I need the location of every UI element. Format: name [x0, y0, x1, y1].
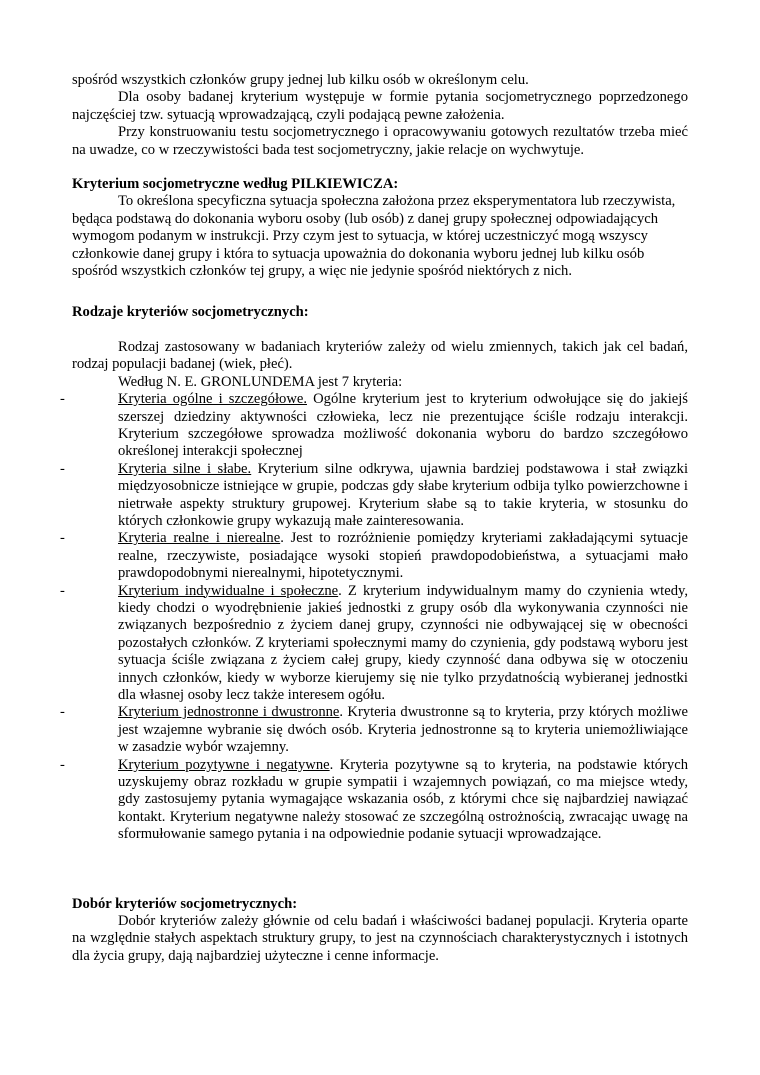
intro-continuation: spośród wszystkich członków grupy jednej lub kilku osób w określonym celu. — [72, 72, 529, 88]
pilkiewicz-heading: Kryterium socjometryczne według PILKIEWICZA: — [72, 176, 399, 193]
list-bullet: - — [60, 460, 65, 477]
criterion-description: Kryterium silne odkrywa, ujawnia bardziej podstawowa i stał związki międzyosobnicze istniejące w grupie, podczas gdy słabe kryterium odbija tylko powierzchowne i nietrwałe aspekty struktury grupowej. Kryterium słabe są to takie kryteria, w stosunku do których członkowie grupy wykazują małe zainteresowania. — [118, 460, 689, 529]
intro-paragraph-1: Dla osoby badanej kryterium występuje w formie pytania socjometrycznego poprzedzonego najczęściej tzw. sytuacją wprowadzającą, czyli podającą pewne założenia. — [72, 89, 688, 123]
criterion-description: . Kryteria pozytywne są to kryteria, na podstawie których uzyskujemy obraz rozkładu w grupie sympatii i wzajemnych powiązań, co ma miejsce wtedy, gdy zastosujemy pytania wymagające wskazania osób, z którymi chce się najbardziej nawiązać kontakt. Kryterium negatywne należy stosować ze szczególną ostrożnością, zwracając uwagę na sformułowanie samego pytania i na odpowiednie podanie sytuacji wprowadzające. — [118, 756, 688, 843]
criterion-description: . Z kryterium indywidualnym mamy do czynienia wtedy, kiedy chodzi o wyodrębnienie jakieś jednostki z grupy osób dla wykonywania czynności nie związanych bezpośrednio z życiem danej grupy, czynności nie odbywającej się w obecności pozostałych członków. Z kryteriami społecznymi mamy do czynienia, gdy podstawą wyboru jest sytuacja ściśle związana z życiem całej grupy, kiedy czynność dana odbywa się w otoczeniu innych członków, kiedy w wyborze kierujemy się nie tylko przydatnością wybieranej jednostki dla własnej osoby lecz także interesem ogółu. — [118, 582, 688, 703]
list-item — [60, 582, 688, 705]
intro-paragraph-2: Przy konstruowaniu testu socjometrycznego i opracowywaniu gotowych rezultatów trzeba mieć na uwadze, co w rzeczywistości bada test socjometryczny, jakie relacje on wychwytuje. — [72, 124, 688, 158]
list-item — [60, 391, 688, 461]
rodzaje-paragraph-1: Rodzaj zastosowany w badaniach kryteriów zależy od wielu zmiennych, takich jak cel badań, rodzaj populacji badanej (wiek, płeć). — [72, 338, 688, 373]
criterion-description: . Kryteria dwustronne są to kryteria, przy których możliwe jest wzajemne wybranie się dwóch osób. Kryteria jednostronne są to kryteria uniemożliwiające w zasadzie wybór wzajemny. — [118, 704, 688, 756]
criterion-term: Kryterium jednostronne i dwustronne — [118, 704, 340, 721]
spacer — [72, 280, 688, 304]
list-item — [60, 460, 689, 531]
criterion-term: Kryterium indywidualne i społeczne — [118, 582, 339, 599]
spacer — [72, 322, 688, 339]
criterion-term: Kryteria ogólne i szczegółowe. — [118, 391, 307, 408]
rodzaje-paragraph-2: Według N. E. GRONLUNDEMA jest 7 kryteria: — [118, 373, 403, 390]
criterion-term: Kryteria realne i nierealne — [118, 530, 281, 547]
criterion-description: . Jest to rozróżnienie pomiędzy kryteriami zakładającymi sytuacje realne, rzeczywiste, posiadające wysoki stopień prawdopodobieństwa, a sytuacjami mało prawdopodobnymi nierealnymi, hipotetycznymi. — [118, 530, 688, 582]
list-bullet: - — [60, 704, 65, 721]
list-item — [60, 704, 688, 756]
document-page — [60, 72, 689, 965]
list-bullet: - — [60, 756, 65, 773]
spacer — [72, 844, 688, 896]
list-bullet: - — [60, 391, 65, 408]
criterion-term: Kryteria silne i słabe. — [118, 460, 252, 477]
list-bullet: - — [60, 530, 65, 547]
list-item — [60, 530, 688, 582]
criteria-list — [60, 391, 689, 844]
criterion-term: Kryterium pozytywne i negatywne — [118, 756, 330, 773]
pilkiewicz-definition: To określona specyficzna sytuacja społeczna założona przez eksperymentatora lub rzeczywista, będąca podstawą do dokonania wyboru osoby (lub osób) z danej grupy społecznej odpowiadających wymogom podanym w instrukcji. Przy czym jest to sytuacja, w której uczestniczyć mogą wszyscy członkowie danej grupy i która to sytuacja upoważnia do dokonania wyboru jednej lub kilku osób spośród wszystkich członków tej grupy, a więc nie jedynie spośród niektórych z nich. — [72, 193, 676, 280]
criterion-description: Ogólne kryterium jest to kryterium odwołujące się do jakiejś szerszej dziedziny aktywności człowieka, lecz nie prezentujące ściśle rodzaju interakcji. Kryterium szczegółowe sprowadza możliwość dokonania wyboru do bardzo szczegółowo określonej interakcji społecznej — [118, 391, 688, 460]
list-item — [60, 756, 688, 844]
list-bullet: - — [60, 582, 65, 599]
dobor-paragraph: Dobór kryteriów zależy głównie od celu badań i właściwości badanej populacji. Kryteria oparte na względnie stałych aspektach struktury grupy, to jest na czynnościach charakterystycznych i istotnych dla życia grupy, dają najbardziej użyteczne i cenne informacje. — [72, 913, 688, 964]
spacer — [72, 159, 688, 176]
rodzaje-heading: Rodzaje kryteriów socjometrycznych: — [72, 304, 309, 321]
dobor-heading: Dobór kryteriów socjometrycznych: — [72, 895, 298, 912]
